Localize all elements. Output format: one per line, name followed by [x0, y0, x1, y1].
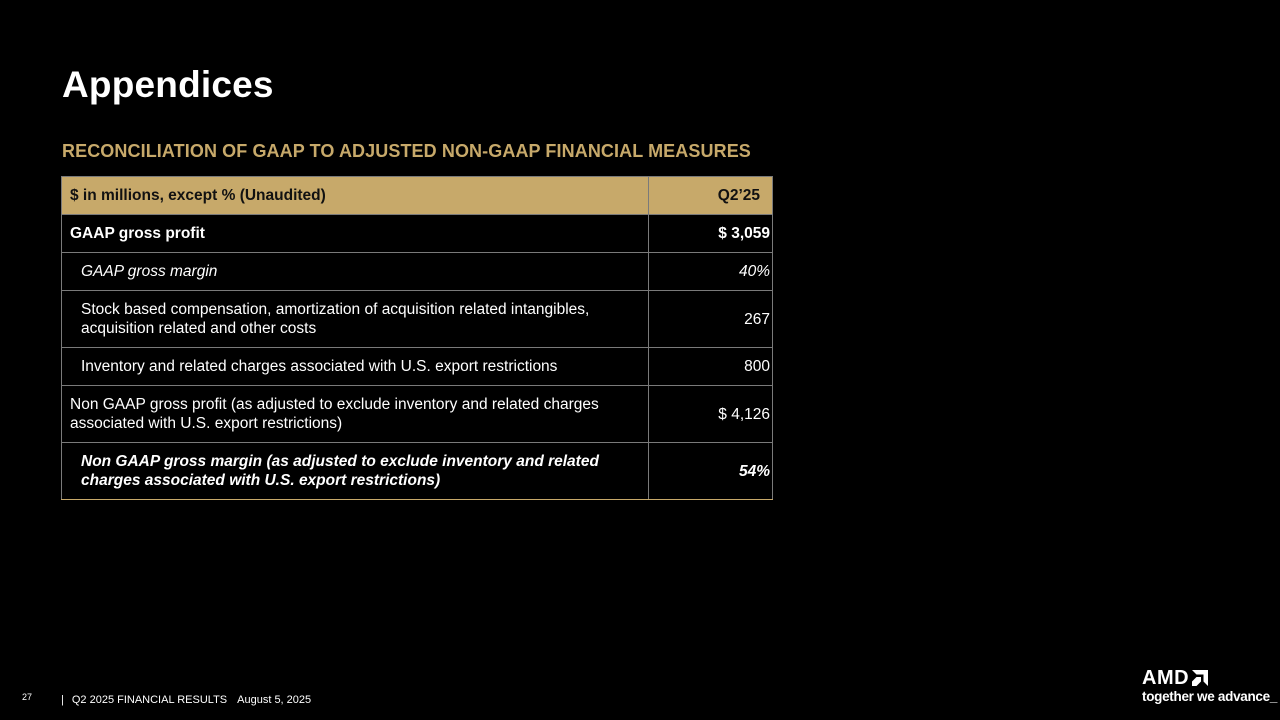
amd-logo — [1142, 667, 1278, 704]
row-label-line: Stock based compensation, amortization of acquisition related intangibles, — [81, 301, 590, 318]
reconciliation-table — [61, 176, 773, 500]
row-value: $ 4,126 — [649, 386, 773, 443]
row-value: 267 — [649, 291, 773, 348]
table-row — [62, 253, 773, 291]
footer — [61, 694, 311, 706]
row-label — [62, 215, 649, 253]
section-title: RECONCILIATION OF GAAP TO ADJUSTED NON-GAAP FINANCIAL MEASURES — [62, 141, 751, 161]
row-label — [62, 443, 649, 500]
row-label-line: charges associated with U.S. export restrictions) — [81, 472, 441, 489]
table-header-row — [62, 177, 773, 215]
row-value: 40% — [649, 253, 773, 291]
row-value: $ 3,059 — [649, 215, 773, 253]
row-label-line: acquisition related and other costs — [81, 320, 317, 337]
row-label-line: Non GAAP gross margin (as adjusted to exclude inventory and related — [81, 453, 599, 470]
row-label — [62, 253, 649, 291]
row-label — [62, 291, 649, 348]
row-value: 800 — [649, 348, 773, 386]
row-label — [62, 348, 649, 386]
table-row — [62, 291, 773, 348]
row-label-line: associated with U.S. export restrictions) — [70, 415, 343, 432]
table-row — [62, 386, 773, 443]
page-number: 27 — [22, 692, 33, 702]
logo-brand-text: AMD — [1142, 667, 1190, 689]
page-title: Appendices — [62, 64, 274, 105]
footer-doc-title: Q2 2025 FINANCIAL RESULTS — [71, 694, 228, 706]
footer-date: August 5, 2025 — [237, 694, 312, 706]
row-label-line: GAAP gross margin — [81, 263, 218, 280]
table-row — [62, 348, 773, 386]
row-label-line: Non GAAP gross profit (as adjusted to exclude inventory and related charges — [70, 396, 599, 413]
header-period: Q2’25 — [649, 177, 773, 215]
row-label-line: Inventory and related charges associated with U.S. export restrictions — [81, 358, 558, 375]
footer-separator: | — [61, 694, 64, 706]
table-row — [62, 215, 773, 253]
row-value: 54% — [649, 443, 773, 500]
row-label — [62, 386, 649, 443]
amd-arrow-icon — [1191, 669, 1209, 687]
row-label-line: GAAP gross profit — [70, 225, 205, 242]
logo-brand — [1142, 668, 1266, 688]
logo-tagline: together we advance_ — [1142, 689, 1278, 704]
header-label: $ in millions, except % (Unaudited) — [62, 177, 649, 215]
table-row — [62, 443, 773, 500]
